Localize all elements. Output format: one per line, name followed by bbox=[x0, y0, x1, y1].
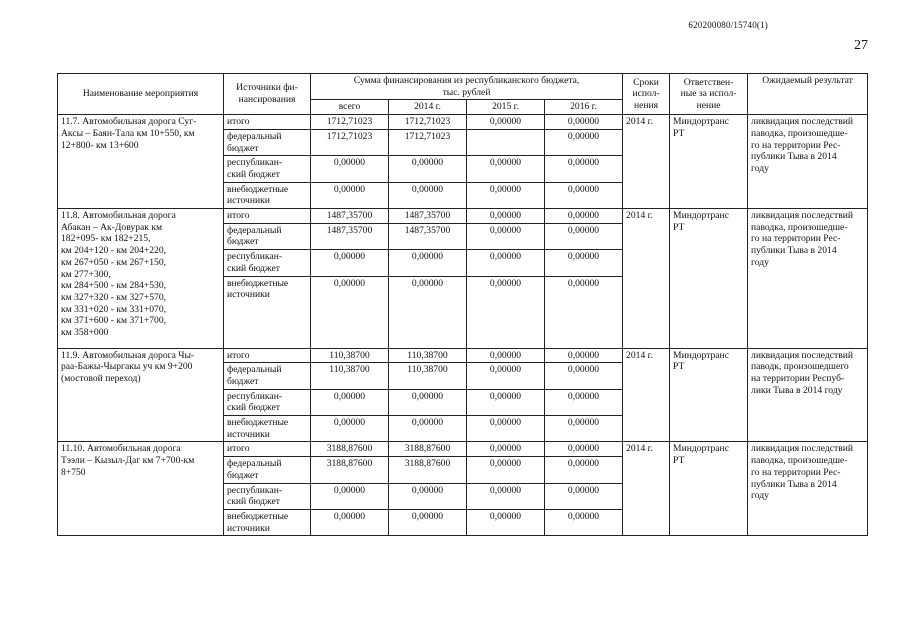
amount-y2014: 0,00000 bbox=[389, 389, 467, 415]
amount-y2015: 0,00000 bbox=[467, 223, 545, 249]
expected-result: ликвидация последствий паводка, произошедше- го на территории Рес- публики Тыва в 2014 году bbox=[748, 442, 868, 536]
col-header-sources: Источники фи- нансирования bbox=[224, 74, 311, 115]
responsible-party: Миндортранс РТ bbox=[670, 115, 748, 209]
amount-total: 3188,87600 bbox=[311, 442, 389, 457]
table-row bbox=[58, 209, 868, 224]
amount-total: 0,00000 bbox=[311, 416, 389, 442]
col-header-total: всего bbox=[311, 100, 389, 115]
funding-source-label: федеральный бюджет bbox=[224, 457, 311, 483]
page-number: 27 bbox=[854, 38, 868, 53]
amount-y2016: 0,00000 bbox=[545, 250, 623, 276]
execution-term: 2014 г. bbox=[623, 209, 670, 349]
amount-y2016: 0,00000 bbox=[545, 156, 623, 182]
amount-y2015: 0,00000 bbox=[467, 250, 545, 276]
col-header-terms: Сроки испол- нения bbox=[623, 74, 670, 115]
amount-y2014: 0,00000 bbox=[389, 156, 467, 182]
amount-y2016: 0,00000 bbox=[545, 129, 623, 155]
funding-source-label: внебюджетные источники bbox=[224, 276, 311, 348]
amount-y2015: 0,00000 bbox=[467, 442, 545, 457]
funding-source-label: федеральный бюджет bbox=[224, 223, 311, 249]
amount-y2014: 1712,71023 bbox=[389, 129, 467, 155]
measure-name: 11.7. Автомобильная дорога Суг- Аксы – Баян-Тала км 10+550, км 12+800- км 13+600 bbox=[58, 115, 224, 209]
col-header-name: Наименование мероприятия bbox=[58, 74, 224, 115]
amount-y2015: 0,00000 bbox=[467, 509, 545, 535]
amount-total: 0,00000 bbox=[311, 509, 389, 535]
amount-y2014: 0,00000 bbox=[389, 182, 467, 208]
amount-y2014: 110,38700 bbox=[389, 363, 467, 389]
amount-y2016: 0,00000 bbox=[545, 509, 623, 535]
amount-y2015: 0,00000 bbox=[467, 182, 545, 208]
col-header-funding: Сумма финансирования из республиканского бюджета, тыс. рублей bbox=[311, 74, 623, 100]
amount-y2016: 0,00000 bbox=[545, 348, 623, 363]
amount-total: 110,38700 bbox=[311, 348, 389, 363]
amount-y2016: 0,00000 bbox=[545, 223, 623, 249]
amount-total: 0,00000 bbox=[311, 276, 389, 348]
measure-name: 11.9. Автомобильная дорога Чы- раа-Бажы-Чыргакы уч км 9+200 (мостовой переход) bbox=[58, 348, 224, 442]
amount-y2015: 0,00000 bbox=[467, 389, 545, 415]
amount-y2015: 0,00000 bbox=[467, 416, 545, 442]
funding-table bbox=[57, 73, 868, 536]
amount-y2016: 0,00000 bbox=[545, 442, 623, 457]
amount-y2015: 0,00000 bbox=[467, 457, 545, 483]
amount-y2014: 0,00000 bbox=[389, 483, 467, 509]
amount-total: 110,38700 bbox=[311, 363, 389, 389]
amount-y2014: 1487,35700 bbox=[389, 209, 467, 224]
expected-result: ликвидация последствий паводка, произошедше- го на территории Рес- публики Тыва в 2014 году bbox=[748, 115, 868, 209]
amount-total: 0,00000 bbox=[311, 483, 389, 509]
funding-source-label: итого bbox=[224, 115, 311, 130]
amount-y2016: 0,00000 bbox=[545, 457, 623, 483]
expected-result: ликвидация последствий паводка, произошедше- го на территории Рес- публики Тыва в 2014 году bbox=[748, 209, 868, 349]
amount-y2015: 0,00000 bbox=[467, 209, 545, 224]
expected-result: ликвидация последствий паводк, произошедшего на территории Респуб- лики Тыва в 2014 году bbox=[748, 348, 868, 442]
execution-term: 2014 г. bbox=[623, 115, 670, 209]
amount-y2016: 0,00000 bbox=[545, 389, 623, 415]
table-row bbox=[58, 442, 868, 457]
amount-y2015: 0,00000 bbox=[467, 276, 545, 348]
funding-source-label: внебюджетные источники bbox=[224, 416, 311, 442]
amount-y2015 bbox=[467, 129, 545, 155]
amount-total: 0,00000 bbox=[311, 250, 389, 276]
responsible-party: Миндортранс РТ bbox=[670, 348, 748, 442]
amount-y2015: 0,00000 bbox=[467, 115, 545, 130]
measure-name: 11.10. Автомобильная дорога Тээли – Кызыл-Даг км 7+700-км 8+750 bbox=[58, 442, 224, 536]
funding-source-label: внебюджетные источники bbox=[224, 509, 311, 535]
amount-y2016: 0,00000 bbox=[545, 416, 623, 442]
document-code: 620200080/15740(1) bbox=[688, 20, 768, 30]
col-header-2014: 2014 г. bbox=[389, 100, 467, 115]
funding-source-label: итого bbox=[224, 348, 311, 363]
col-header-responsible: Ответствен- ные за испол- нение bbox=[670, 74, 748, 115]
funding-source-label: итого bbox=[224, 442, 311, 457]
funding-source-label: республикан- ский бюджет bbox=[224, 389, 311, 415]
funding-source-label: республикан- ский бюджет bbox=[224, 483, 311, 509]
amount-y2014: 0,00000 bbox=[389, 276, 467, 348]
amount-y2016: 0,00000 bbox=[545, 115, 623, 130]
table-row bbox=[58, 115, 868, 130]
amount-y2014: 1712,71023 bbox=[389, 115, 467, 130]
amount-total: 0,00000 bbox=[311, 182, 389, 208]
amount-total: 3188,87600 bbox=[311, 457, 389, 483]
funding-source-label: республикан- ский бюджет bbox=[224, 250, 311, 276]
col-header-result: Ожидаемый результат bbox=[748, 74, 868, 115]
execution-term: 2014 г. bbox=[623, 442, 670, 536]
amount-y2015: 0,00000 bbox=[467, 363, 545, 389]
amount-y2016: 0,00000 bbox=[545, 209, 623, 224]
amount-y2015: 0,00000 bbox=[467, 483, 545, 509]
amount-y2016: 0,00000 bbox=[545, 363, 623, 389]
funding-source-label: внебюджетные источники bbox=[224, 182, 311, 208]
responsible-party: Миндортранс РТ bbox=[670, 209, 748, 349]
table-row bbox=[58, 348, 868, 363]
funding-source-label: федеральный бюджет bbox=[224, 363, 311, 389]
amount-y2014: 3188,87600 bbox=[389, 442, 467, 457]
amount-total: 1487,35700 bbox=[311, 209, 389, 224]
amount-total: 1712,71023 bbox=[311, 115, 389, 130]
execution-term: 2014 г. bbox=[623, 348, 670, 442]
measure-name: 11.8. Автомобильная дорога Абакан – Ак-Довурак км 182+095- км 182+215, км 204+120 - км 204+220, км 267+050 - км 267+150, км 277+300, км 284+500 - км 284+530, км 327+320 - км 327+570, км 331+020 - км 331+070, км 371+600 - км 371+700, км 358+000 bbox=[58, 209, 224, 349]
funding-source-label: итого bbox=[224, 209, 311, 224]
amount-y2014: 3188,87600 bbox=[389, 457, 467, 483]
amount-total: 1487,35700 bbox=[311, 223, 389, 249]
col-header-2015: 2015 г. bbox=[467, 100, 545, 115]
amount-y2014: 0,00000 bbox=[389, 250, 467, 276]
funding-source-label: республикан- ский бюджет bbox=[224, 156, 311, 182]
amount-y2014: 1487,35700 bbox=[389, 223, 467, 249]
amount-total: 0,00000 bbox=[311, 389, 389, 415]
responsible-party: Миндортранс РТ bbox=[670, 442, 748, 536]
col-header-2016: 2016 г. bbox=[545, 100, 623, 115]
amount-y2015: 0,00000 bbox=[467, 348, 545, 363]
funding-source-label: федеральный бюджет bbox=[224, 129, 311, 155]
amount-y2014: 110,38700 bbox=[389, 348, 467, 363]
amount-y2016: 0,00000 bbox=[545, 182, 623, 208]
amount-y2014: 0,00000 bbox=[389, 509, 467, 535]
amount-y2015: 0,00000 bbox=[467, 156, 545, 182]
amount-y2016: 0,00000 bbox=[545, 276, 623, 348]
amount-total: 0,00000 bbox=[311, 156, 389, 182]
amount-y2016: 0,00000 bbox=[545, 483, 623, 509]
amount-y2014: 0,00000 bbox=[389, 416, 467, 442]
amount-total: 1712,71023 bbox=[311, 129, 389, 155]
